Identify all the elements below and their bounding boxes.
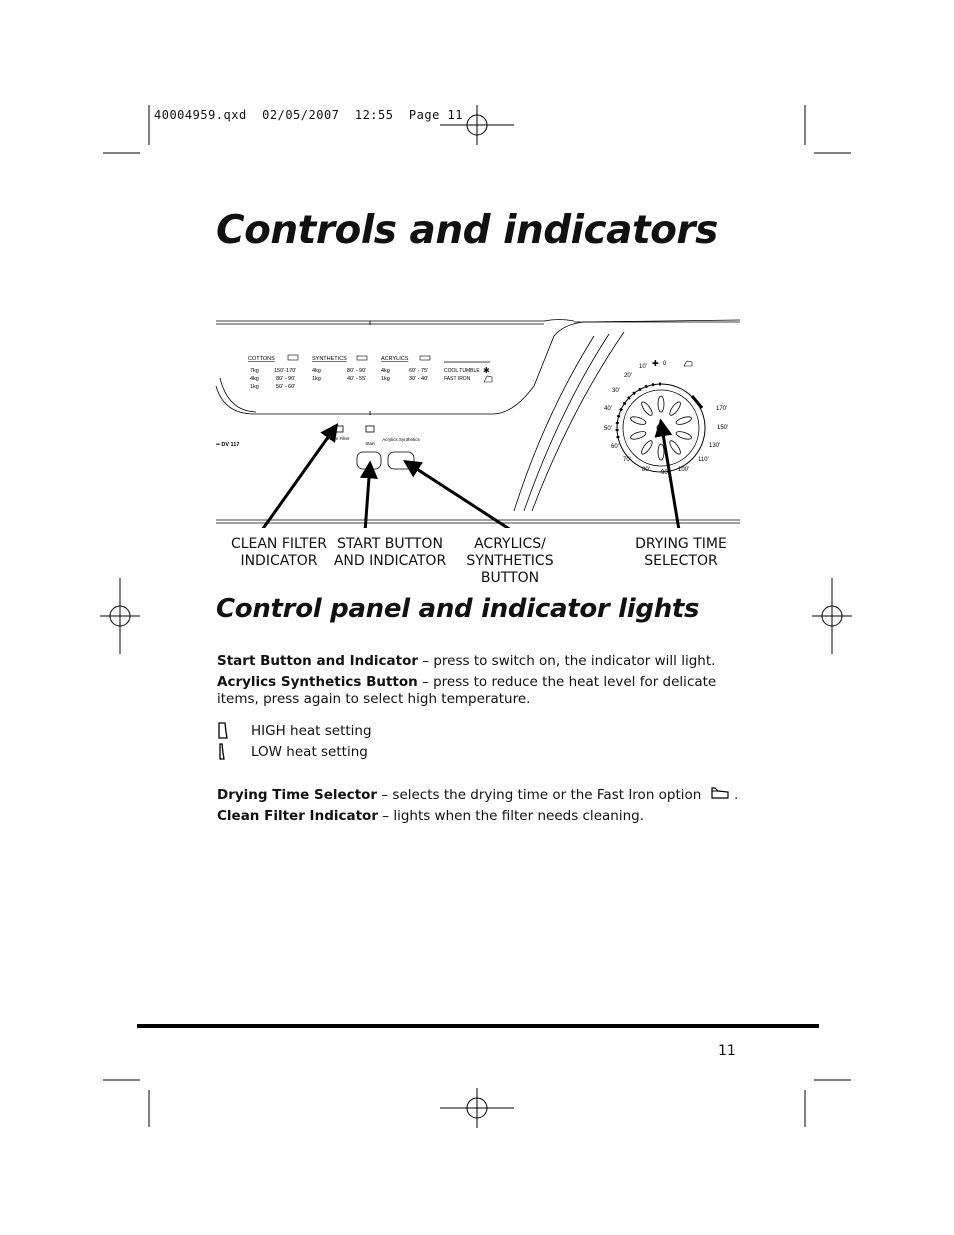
dial-iron-icon <box>684 361 692 366</box>
dial-150: 150' <box>717 425 729 431</box>
dial-fin <box>658 396 664 412</box>
dial-130: 130' <box>709 443 721 449</box>
desc-start-button <box>217 653 757 670</box>
acrylics-time-2: 30' - 40' <box>409 376 429 382</box>
synthetics-time-1: 80' - 90' <box>347 368 367 374</box>
arrow-acrylics <box>406 462 514 528</box>
dial-50: 50' <box>604 426 612 432</box>
desc-start-term: Start Button and Indicator <box>217 653 418 669</box>
cool-tumble-label: COOL TUMBLE <box>444 368 480 374</box>
dial-zero: 0 <box>663 361 667 367</box>
start-light <box>366 426 374 432</box>
dial-60: 60' <box>611 444 619 450</box>
acrylics-weight-2: 1kg <box>381 376 390 382</box>
desc-acrylics-term: Acrylics Synthetics Button <box>217 674 418 690</box>
dial-fin <box>640 439 654 455</box>
synthetics-weight-1: 4kg <box>312 368 321 374</box>
synthetics-weight-2: 1kg <box>312 376 321 382</box>
heat-setting-low <box>217 743 368 761</box>
page-title: Controls and indicators <box>216 208 718 253</box>
dial-100: 100' <box>678 467 690 473</box>
desc-drying-suffix: . <box>729 787 739 803</box>
low-heat-label: LOW heat setting <box>251 744 368 760</box>
dial-fin <box>630 430 647 441</box>
synthetics-label: SYNTHETICS <box>312 356 347 362</box>
desc-drying-term: Drying Time Selector <box>217 787 378 803</box>
callout-acrylics: ACRYLICS/ SYNTHETICS BUTTON <box>466 536 554 586</box>
cottons-weight-3: 1kg <box>250 384 259 390</box>
dial-fin <box>675 415 692 426</box>
callout-start-button: START BUTTON AND INDICATOR <box>333 536 447 569</box>
dial-fin <box>675 430 692 441</box>
cottons-time-3: 50' - 60' <box>276 384 296 390</box>
dial-fin <box>630 415 647 426</box>
desc-acrylics-button <box>217 674 757 708</box>
synthetics-time-2: 40' - 55' <box>347 376 367 382</box>
cottons-weight-2: 4kg <box>250 376 259 382</box>
callout-clean-filter: CLEAN FILTER INDICATOR <box>230 536 328 569</box>
start-panel-label: Start <box>365 441 375 446</box>
callout-drying-time: DRYING TIME SELECTOR <box>635 536 727 569</box>
dial-fin <box>640 400 654 416</box>
cottons-time-2: 80' - 90' <box>276 376 296 382</box>
fast-iron-icon <box>710 786 730 800</box>
fast-iron-label: FAST IRON <box>444 376 471 382</box>
control-panel-illustration <box>214 316 740 528</box>
model-label: •• DV 117 <box>216 442 240 448</box>
desc-acrylics-text: – press to reduce the heat level for delicate items, press again to select high temperature. <box>217 674 717 707</box>
desc-drying-time <box>217 786 757 804</box>
acrylics-label: ACRYLICS <box>381 356 409 362</box>
dial-110: 110' <box>698 457 709 463</box>
cottons-label: COTTONS <box>248 356 275 362</box>
desc-clean-filter-term: Clean Filter Indicator <box>217 808 378 824</box>
high-heat-icon <box>217 722 229 740</box>
arrow-start <box>365 464 370 528</box>
clean-filter-panel-label: Clean Filter <box>326 436 350 441</box>
iron-icon <box>484 376 492 382</box>
desc-start-text: – press to switch on, the indicator will light. <box>418 653 716 669</box>
footer-rule <box>137 1024 819 1028</box>
dial-70: 70' <box>623 457 631 463</box>
dial-80: 80' <box>642 467 650 473</box>
dial-plus-icon: ✚ <box>652 359 659 368</box>
dial-fin <box>668 439 682 455</box>
page-number: 11 <box>718 1043 736 1059</box>
dial-30: 30' <box>612 388 620 394</box>
acrylics-time-1: 60' - 75' <box>409 368 429 374</box>
acrylics-synthetics-button[interactable] <box>388 452 414 469</box>
desc-drying-text: – selects the drying time or the Fast Iron option <box>377 787 702 803</box>
dial-10: 10' <box>639 364 647 370</box>
dial-90: 90' <box>661 470 669 476</box>
dial-170: 170' <box>716 406 728 412</box>
arrow-clean-filter <box>262 426 336 528</box>
acrylics-panel-label: Acrylics Synthetics <box>382 437 420 442</box>
dial-20: 20' <box>624 373 632 379</box>
file-header: 40004959.qxd 02/05/2007 12:55 Page 11 <box>154 108 463 122</box>
low-heat-icon <box>217 743 229 761</box>
desc-clean-filter-text: – lights when the filter needs cleaning. <box>377 808 644 824</box>
dial-fin <box>658 444 664 460</box>
dial-fin <box>668 400 682 416</box>
acrylics-weight-1: 4kg <box>381 368 390 374</box>
high-heat-label: HIGH heat setting <box>251 723 372 739</box>
snowflake-icon: ✱ <box>483 366 490 375</box>
cottons-weight-1: 7kg <box>250 368 259 374</box>
desc-clean-filter <box>217 808 757 825</box>
dial-40: 40' <box>604 406 612 412</box>
section-title: Control panel and indicator lights <box>216 594 700 624</box>
heat-setting-high <box>217 722 372 740</box>
cottons-time-1: 150'-170' <box>274 368 297 374</box>
